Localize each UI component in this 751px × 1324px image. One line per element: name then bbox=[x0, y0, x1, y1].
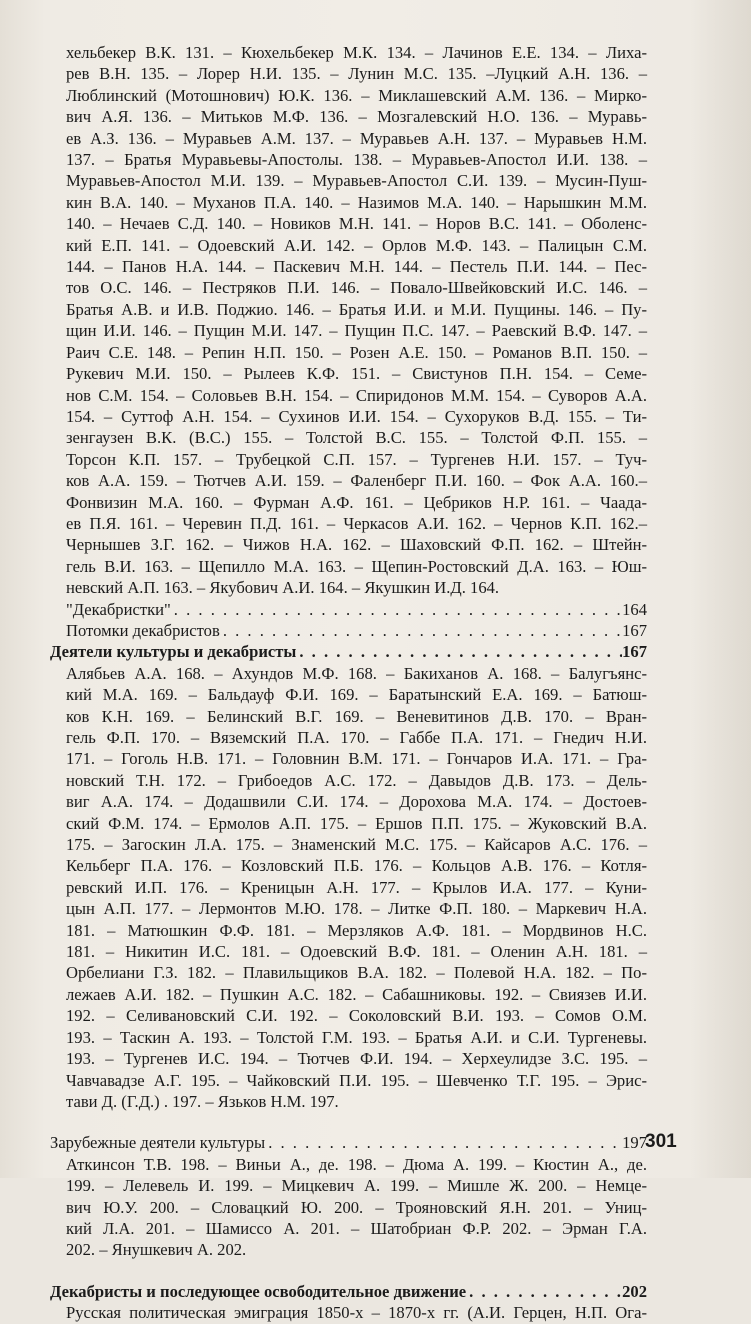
dot-leader bbox=[466, 1281, 622, 1302]
index-line: щин И.И. 146. – Пущин М.И. 147. – Пущин П.С. 147. – Раевский В.Ф. 147. – bbox=[66, 321, 647, 341]
page-number: 301 bbox=[645, 1131, 677, 1152]
index-line: кин В.А. 140. – Муханов П.А. 140. – Назимов М.А. 140. – Нарышкин М.М. bbox=[66, 192, 647, 212]
section-spacer bbox=[50, 1261, 647, 1281]
index-line: невский А.П. 163. – Якубович А.И. 164. – Якушкин И.Д. 164. bbox=[66, 578, 500, 598]
index-line: 175. – Загоскин Л.А. 175. – Знаменский М.С. 175. – Кайсаров А.С. 176. – bbox=[66, 835, 647, 855]
toc-entry-page: 167 bbox=[622, 620, 647, 640]
index-line: кий Е.П. 141. – Одоевский А.И. 142. – Орлов М.Ф. 143. – Палицын С.М. bbox=[66, 235, 647, 255]
toc-entry-label: "Декабристки" bbox=[66, 599, 171, 619]
index-line: вич А.Я. 136. – Митьков М.Ф. 136. – Мозгалевский Н.О. 136. – Муравь- bbox=[66, 107, 647, 127]
toc-entry-label: Потомки декабристов bbox=[66, 620, 220, 640]
toc-entry-page: 164 bbox=[622, 599, 647, 619]
index-line: Муравьев-Апостол М.И. 139. – Муравьев-Апостол С.И. 139. – Мусин-Пуш- bbox=[66, 171, 647, 191]
index-line: Чавчавадзе А.Г. 195. – Чайковский П.И. 195. – Шевченко Т.Г. 195. – Эрис- bbox=[66, 1070, 647, 1090]
index-line: 171. – Гоголь Н.В. 171. – Головнин В.М. 171. – Гончаров И.А. 171. – Гра- bbox=[66, 749, 647, 769]
index-line: 154. – Суттоф А.Н. 154. – Сухинов И.И. 154. – Сухоруков В.Д. 155. – Ти- bbox=[66, 406, 647, 426]
index-line: 202. – Янушкевич А. 202. bbox=[66, 1240, 247, 1260]
index-line: 144. – Панов Н.А. 144. – Паскевич М.Н. 144. – Пестель П.И. 144. – Пес- bbox=[66, 257, 647, 277]
index-line: кий Л.А. 201. – Шамиссо А. 201. – Шатобриан Ф.Р. 202. – Эрман Г.А. bbox=[66, 1218, 647, 1238]
emigration-line: Русская политическая эмиграция 1850-х – 1870-х гг. (А.И. Герцен, Н.П. Ога- bbox=[66, 1303, 647, 1323]
index-line: Люблинский (Мотошнович) Ю.К. 136. – Миклашевский А.М. 136. – Мирко- bbox=[66, 85, 647, 105]
toc-entry-dekabristki bbox=[50, 599, 647, 620]
index-line: 193. – Тургенев И.С. 194. – Тютчев Ф.И. 194. – Херхеулидзе З.С. 195. – bbox=[66, 1049, 647, 1069]
index-line: ев П.Я. 161. – Черевин П.Д. 161. – Черкасов А.И. 162. – Чернов К.П. 162.– bbox=[66, 513, 647, 533]
index-line: Чернышев З.Г. 162. – Чижов Н.А. 162. – Шаховский Ф.П. 162. – Штейн- bbox=[66, 535, 647, 555]
index-line: ков К.Н. 169. – Белинский В.Г. 169. – Веневитинов Д.В. 170. – Вран- bbox=[66, 706, 647, 726]
index-line: 193. – Таскин А. 193. – Толстой Г.М. 193. – Братья А.И. и С.И. Тургеневы. bbox=[66, 1027, 647, 1047]
section-heading: Деятели культуры и декабристы bbox=[50, 642, 297, 662]
index-line: Раич С.Е. 148. – Репин Н.П. 150. – Розен А.Е. 150. – Романов В.П. 150. – bbox=[66, 342, 647, 362]
page-edge-shadow bbox=[689, 0, 751, 1178]
section-spacer bbox=[50, 1112, 647, 1132]
index-line: Алябьев А.А. 168. – Ахундов М.Ф. 168. – Бакиханов А. 168. – Балугъянс- bbox=[66, 663, 647, 683]
index-line: Рукевич М.И. 150. – Рылеев К.Ф. 151. – Свистунов П.Н. 154. – Семе- bbox=[66, 364, 647, 384]
index-line: тов О.С. 146. – Пестряков П.И. 146. – Повало-Швейковский И.С. 146. – bbox=[66, 278, 647, 298]
section-page: 167 bbox=[622, 642, 647, 662]
index-line: вич Ю.У. 200. – Словацкий Ю. 200. – Трояновский Я.Н. 201. – Униц- bbox=[66, 1197, 647, 1217]
toc-section-movement bbox=[50, 1281, 647, 1302]
index-column bbox=[50, 42, 647, 1324]
index-line: цын А.П. 177. – Лермонтов М.Ю. 178. – Литке Ф.П. 180. – Маркевич Н.А. bbox=[66, 899, 647, 919]
index-line: Торсон К.П. 157. – Трубецкой С.П. 157. – Тургенев Н.И. 157. – Туч- bbox=[66, 449, 647, 469]
index-line: ревский И.П. 176. – Креницын А.Н. 177. – Крылов И.А. 177. – Куни- bbox=[66, 877, 647, 897]
index-line: ев А.З. 136. – Муравьев А.М. 137. – Муравьев А.Н. 137. – Муравьев Н.М. bbox=[66, 128, 647, 148]
index-line: 137. – Братья Муравьевы-Апостолы. 138. – Муравьев-Апостол И.И. 138. – bbox=[66, 150, 647, 170]
index-line: ский Ф.М. 174. – Ермолов А.П. 175. – Ершов П.П. 175. – Жуковский В.А. bbox=[66, 813, 647, 833]
decembrists-names-block bbox=[50, 42, 647, 599]
index-line: гель Ф.П. 170. – Вяземский П.А. 170. – Габбе П.А. 171. – Гнедич Н.И. bbox=[66, 728, 647, 747]
index-line: Орбелиани Г.З. 182. – Плавильщиков В.А. 182. – Полевой Н.А. 182. – По- bbox=[66, 963, 647, 983]
index-line: Аткинсон Т.В. 198. – Виньи А., де. 198. – Дюма А. 199. – Кюстин А., де. bbox=[66, 1154, 647, 1174]
index-line: ков А.А. 159. – Тютчев А.И. 159. – Фаленберг П.И. 160. – Фок А.А. 160.– bbox=[66, 471, 647, 491]
index-line: 140. – Нечаев С.Д. 140. – Новиков М.Н. 141. – Норов В.С. 141. – Оболенс- bbox=[66, 214, 647, 234]
index-line: Кельберг П.А. 176. – Козловский П.Б. 176. – Кольцов А.В. 176. – Котля- bbox=[66, 856, 647, 876]
toc-entry-potomki bbox=[50, 620, 647, 641]
index-line: гель В.И. 163. – Щепилло М.А. 163. – Щепин-Ростовский Д.А. 163. – Юш- bbox=[66, 556, 647, 576]
index-line: хельбекер В.К. 131. – Кюхельбекер М.К. 134. – Лачинов Е.Е. 134. – Лиха- bbox=[66, 43, 647, 62]
foreign-names-block bbox=[50, 1154, 647, 1261]
index-line: рев В.Н. 135. – Лорер Н.И. 135. – Лунин М.С. 135. –Луцкий А.Н. 136. – bbox=[66, 64, 647, 84]
toc-section-foreign bbox=[50, 1132, 647, 1153]
dot-leader bbox=[296, 641, 622, 662]
index-line: новский Т.Н. 172. – Грибоедов А.С. 172. – Давыдов Д.В. 173. – Дель- bbox=[66, 770, 647, 790]
dot-leader bbox=[171, 599, 622, 620]
toc-section-culture bbox=[50, 641, 647, 662]
culture-names-block bbox=[50, 663, 647, 1113]
index-line: зенгаузен В.К. (В.С.) 155. – Толстой В.С. 155. – Толстой Ф.П. 155. – bbox=[66, 428, 647, 448]
section-page: 197 bbox=[622, 1133, 647, 1153]
index-line: 199. – Лелевель И. 199. – Мицкевич А. 199. – Мишле Ж. 200. – Немце- bbox=[66, 1176, 647, 1196]
index-line: 192. – Селивановский С.И. 192. – Соколовский В.И. 193. – Сомов О.М. bbox=[66, 1006, 647, 1026]
section-page: 202 bbox=[622, 1281, 647, 1301]
dot-leader bbox=[265, 1132, 622, 1153]
dot-leader bbox=[220, 620, 622, 641]
index-line: лежаев А.И. 182. – Пушкин А.С. 182. – Сабашниковы. 192. – Свиязев И.И. bbox=[66, 984, 647, 1004]
index-line: нов С.М. 154. – Соловьев В.Н. 154. – Спиридонов М.М. 154. – Суворов А.А. bbox=[66, 385, 647, 405]
index-line: Фонвизин М.А. 160. – Фурман А.Ф. 161. – Цебриков Н.Р. 161. – Чаада- bbox=[66, 492, 647, 512]
index-line: Братья А.В. и И.В. Поджио. 146. – Братья И.И. и М.И. Пущины. 146. – Пу- bbox=[66, 299, 647, 319]
section-heading: Декабристы и последующее освободительное движение bbox=[50, 1281, 467, 1301]
index-line: тави Д. (Г.Д.) . 197. – Язьков Н.М. 197. bbox=[66, 1091, 339, 1111]
index-line: 181. – Никитин И.С. 181. – Одоевский В.Ф. 181. – Оленин А.Н. 181. – bbox=[66, 942, 647, 962]
index-line: виг А.А. 174. – Додашвили С.И. 174. – Дорохова М.А. 174. – Достоев- bbox=[66, 792, 647, 812]
index-line: 181. – Матюшкин Ф.Ф. 181. – Мерзляков А.Ф. 181. – Мордвинов Н.С. bbox=[66, 920, 647, 940]
section-heading: Зарубежные деятели культуры bbox=[50, 1133, 266, 1153]
index-line: кий М.А. 169. – Бальдауф Ф.И. 169. – Баратынский Е.А. 169. – Батюш- bbox=[66, 685, 647, 705]
